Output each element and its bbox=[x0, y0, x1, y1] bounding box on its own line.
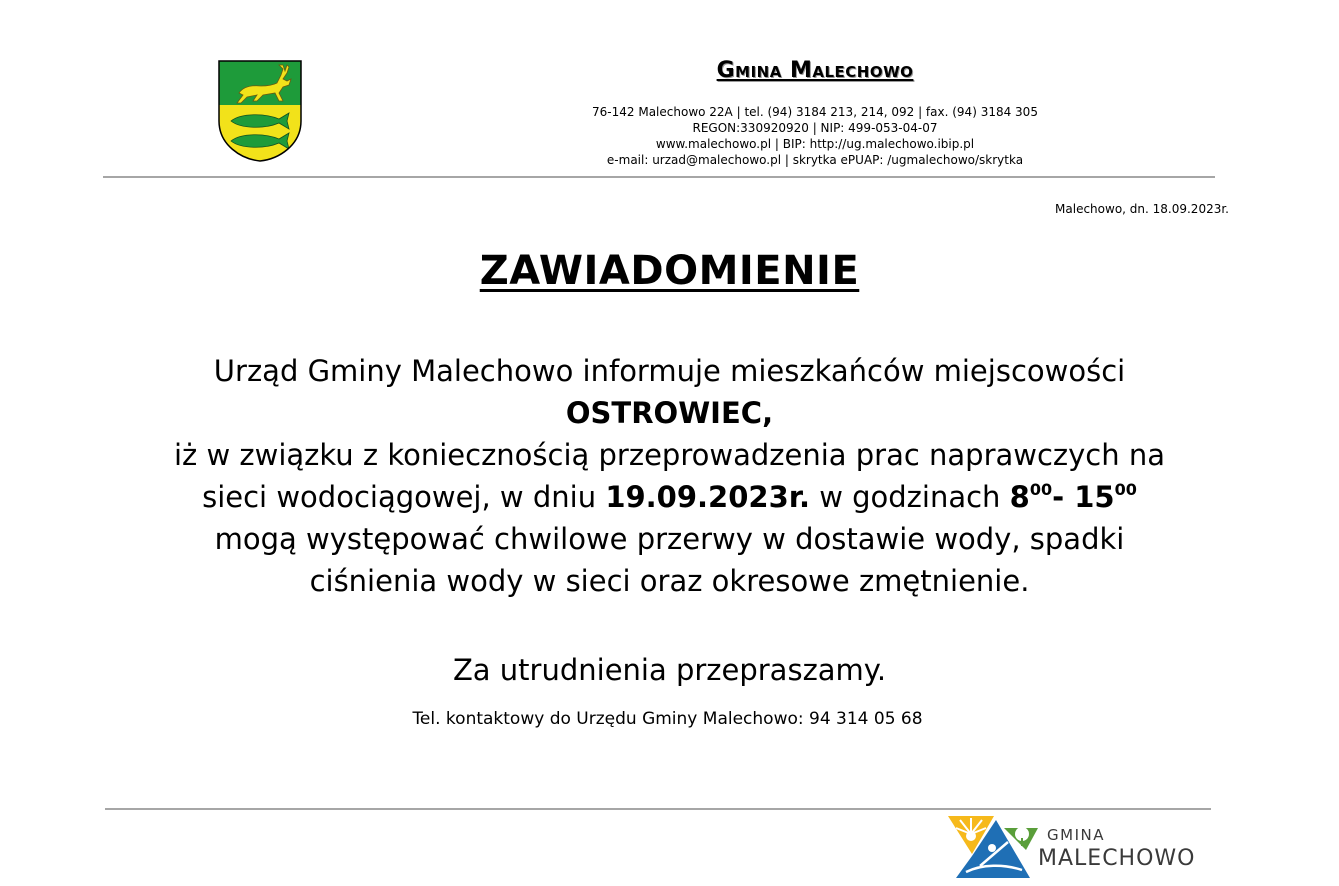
registry-line: REGON:330920920 | NIP: 499-053-04-07 bbox=[692, 121, 938, 135]
notice-body bbox=[100, 350, 1239, 602]
body-line-1: Urząd Gminy Malechowo informuje mieszkańców miejscowości bbox=[213, 354, 1126, 388]
document-title bbox=[0, 248, 1339, 294]
body-line-3: iż w związku z koniecznością przeprowadzenia prac naprawczych na bbox=[173, 438, 1165, 472]
coat-of-arms bbox=[217, 59, 303, 163]
footer-divider bbox=[105, 808, 1211, 810]
work-date: 19.09.2023r. bbox=[605, 480, 810, 514]
logo-text-malechowo: MALECHOWO bbox=[1038, 846, 1196, 871]
email-line: e-mail: urzad@malechowo.pl | skrytka ePUAP: /ugmalechowo/skrytka bbox=[606, 153, 1024, 167]
web-line: www.malechowo.pl | BIP: http://ug.malechowo.ibip.pl bbox=[655, 137, 975, 151]
header-divider bbox=[103, 176, 1215, 178]
organization-name: Gmina Malechowo bbox=[716, 58, 914, 83]
body-line-5: mogą występować chwilowe przerwy w dostawie wody, spadki bbox=[214, 522, 1125, 556]
address-line: 76-142 Malechowo 22A | tel. (94) 3184 213, 214, 092 | fax. (94) 3184 305 bbox=[592, 105, 1038, 119]
logo-text-gmina: GMINA bbox=[1047, 826, 1105, 844]
document-date: Malechowo, dn. 18.09.2023r. bbox=[1055, 202, 1229, 216]
contact-phone: Tel. kontaktowy do Urzędu Gminy Malechowo: 94 314 05 68 bbox=[412, 709, 923, 729]
apology-text: Za utrudnienia przepraszamy. bbox=[452, 653, 887, 687]
body-line-6: ciśnienia wody w sieci oraz okresowe zmętnienie. bbox=[309, 564, 1030, 598]
title-text: ZAWIADOMIENIE bbox=[479, 248, 860, 294]
body-line-4-mid: w godzinach bbox=[819, 480, 1001, 514]
body-line-4-pre: sieci wodociągowej, w dniu bbox=[202, 480, 597, 514]
village-name: OSTROWIEC, bbox=[565, 396, 774, 430]
work-hours: $8^{00}-$ $15^{00}$ bbox=[1009, 480, 1137, 514]
organization-contact-block bbox=[560, 104, 1070, 168]
body-line-4 bbox=[100, 476, 1239, 518]
